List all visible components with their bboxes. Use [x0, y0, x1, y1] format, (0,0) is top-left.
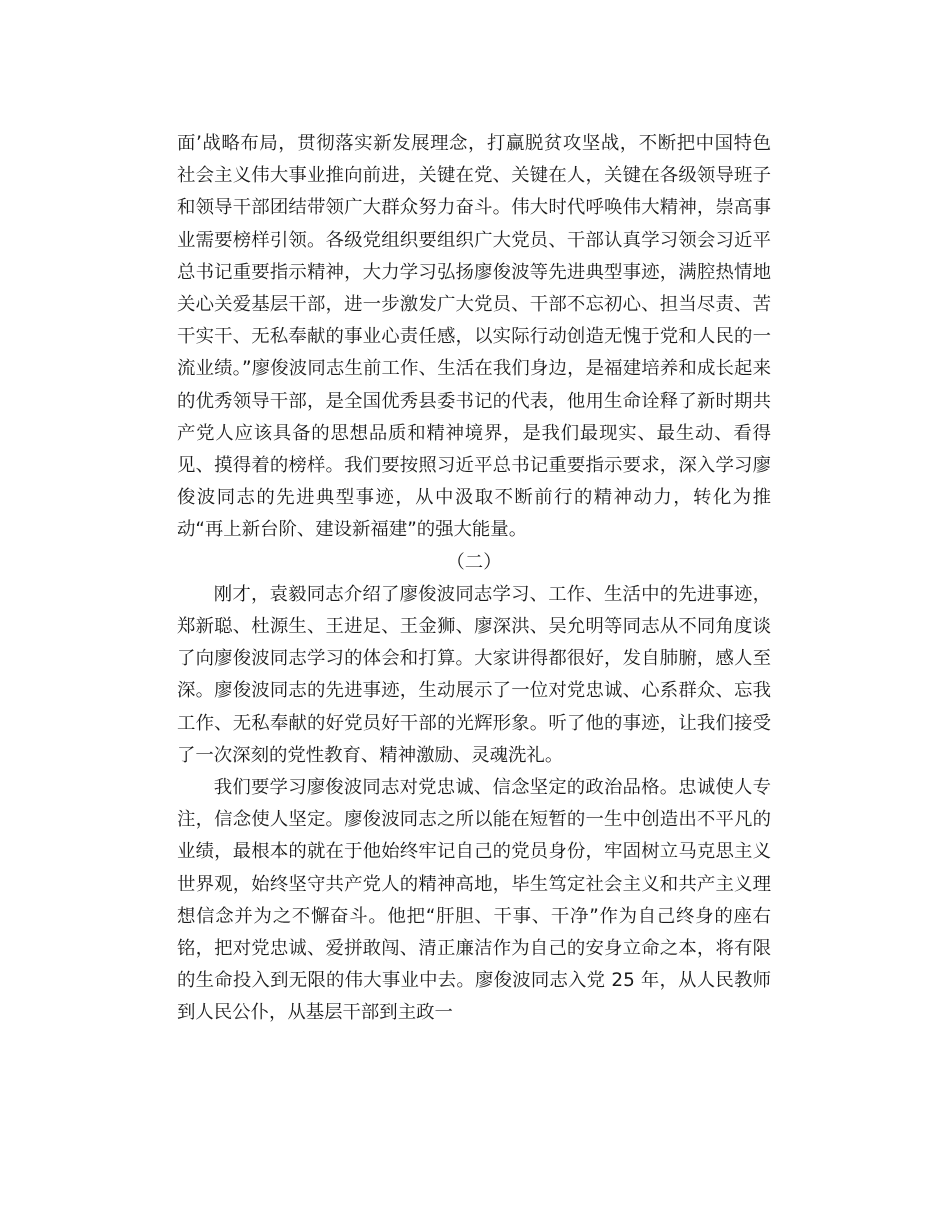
section-heading: （二）: [446, 551, 502, 573]
paragraph-continuation: 面’战略布局，贯彻落实新发展理念，打赢脱贫攻坚战，不断把中国特色社会主义伟大事业推向前进，关键在党、关键在人，关键在各级领导班子和领导干部团结带领广大群众努力奋斗。伟大时代呼唤伟大精神，崇高事业需要榜样引领。各级党组织要组织广大党员、干部认真学习领会习近平总书记重要指示精神，大力学习弘扬廖俊波等先进典型事迹，满腔热情地关心关爱基层干部，进一步激发广大党员、干部不忘初心、担当尽责、苦干实干、无私奉献的事业心责任感，以实际行动创造无愧于党和人民的一流业绩。”廖俊波同志生前工作、生活在我们身边，是福建培养和成长起来的优秀领导干部，是全国优秀县委书记的代表，他用生命诠释了新时期共产党人应该具备的思想品质和精神境界，是我们最现实、最生动、看得见、摸得着的榜样。我们要按照习近平总书记重要指示要求，深入学习廖俊波同志的先进典型事迹，从中汲取不断前行的精神动力，转化为推动“再上新台阶、建设新福建”的强大能量。: [177, 133, 771, 541]
paragraph-introduction: 刚才，袁毅同志介绍了廖俊波同志学习、工作、生活中的先进事迹，郑新聪、杜源生、王进足、王金狮、廖深洪、吴允明等同志从不同角度谈了向廖俊波同志学习的体会和打算。大家讲得都很好，发自肺腑，感人至深。廖俊波同志的先进事迹，生动展示了一位对党忠诚、心系群众、忘我工作、无私奉献的好党员好干部的光辉形象。听了他的事迹，让我们接受了一次深刻的党性教育、精神激励、灵魂洗礼。: [177, 583, 771, 766]
paragraph-political-character: 我们要学习廖俊波同志对党忠诚、信念坚定的政治品格。忠诚使人专注，信念使人坚定。廖俊波同志之所以能在短暂的一生中创造出不平凡的业绩，最根本的就在于他始终牢记自己的党员身份，牢固树立马克思主义世界观，始终坚守共产党人的精神高地，毕生笃定社会主义和共产主义理想信念并为之不懈奋斗。他把“肝胆、干事、干净”作为自己终身的座右铭，把对党忠诚、爱拼敢闯、清正廉洁作为自己的安身立命之本，将有限的生命投入到无限的伟大事业中去。廖俊波同志入党 25 年，从人民教师到人民公仆，从基层干部到主政一: [177, 777, 771, 1024]
document-page: [177, 128, 771, 1030]
